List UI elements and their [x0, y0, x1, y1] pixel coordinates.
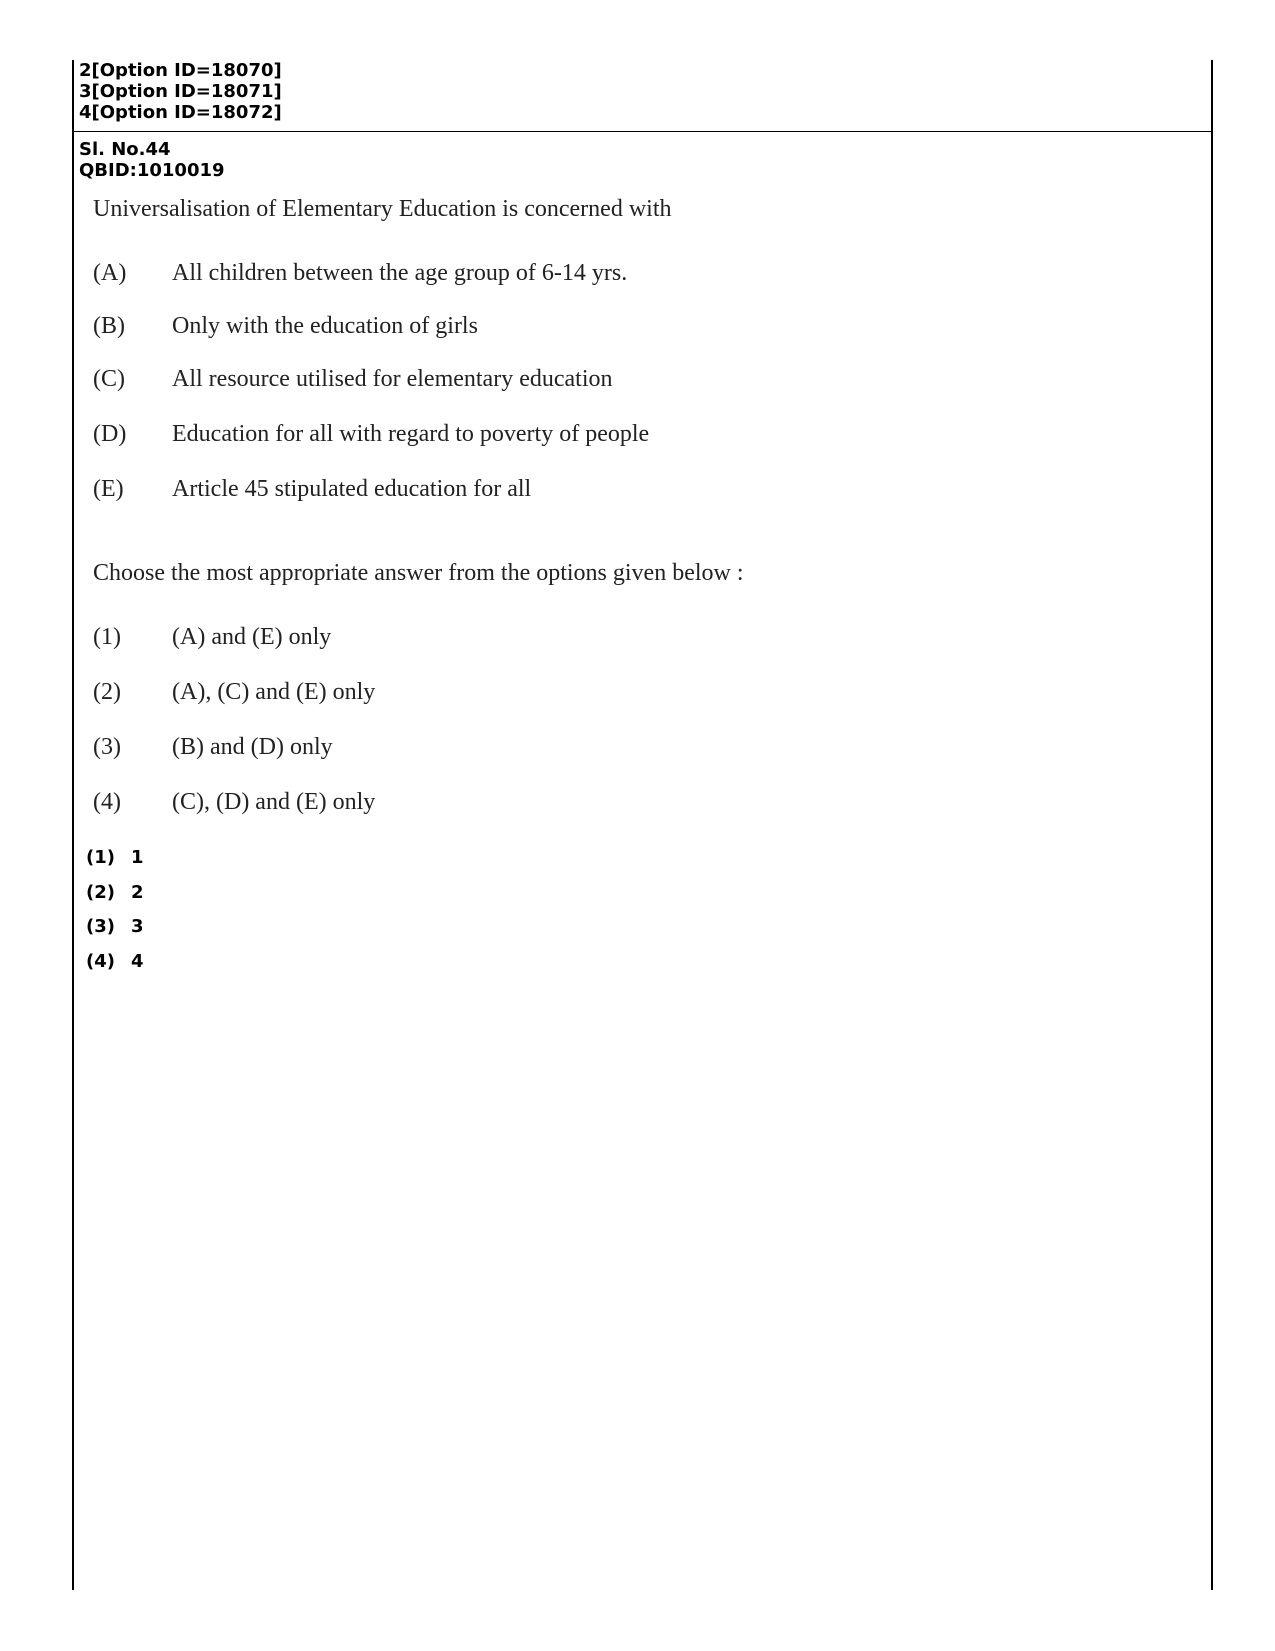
statement-label: (B)	[93, 313, 125, 339]
option-2	[93, 679, 1093, 709]
answer-choice-value: 4	[131, 950, 144, 972]
statement-text: Education for all with regard to poverty of people	[172, 421, 650, 447]
answer-choice-label: (2)	[86, 881, 115, 903]
serial-number: Sl. No.44	[79, 139, 171, 160]
right-border	[1211, 60, 1213, 1590]
qbid: QBID:1010019	[79, 160, 225, 181]
previous-option-ids	[79, 60, 282, 123]
option-text: (A) and (E) only	[172, 624, 332, 650]
option-1	[93, 624, 1093, 654]
statement-label: (C)	[93, 366, 125, 392]
option-3	[93, 734, 1093, 764]
option-id-line: 2[Option ID=18070]	[79, 60, 282, 81]
option-text: (C), (D) and (E) only	[172, 789, 376, 815]
statement-text: All resource utilised for elementary education	[172, 366, 613, 392]
left-border	[72, 60, 74, 1590]
answer-choice-label: (4)	[86, 950, 115, 972]
statement-a	[93, 260, 1093, 290]
statement-b	[93, 313, 1093, 343]
option-label: (4)	[93, 789, 121, 815]
answer-choice-value: 1	[131, 847, 144, 868]
statement-text: All children between the age group of 6-14 yrs.	[172, 260, 628, 286]
option-4	[93, 789, 1093, 819]
option-label: (2)	[93, 679, 121, 705]
option-text: (B) and (D) only	[172, 734, 333, 760]
answer-choice-value: 3	[131, 916, 144, 937]
answer-choice-label: (3)	[86, 916, 115, 937]
statement-label: (E)	[93, 476, 124, 502]
question-header	[79, 139, 225, 181]
statement-d	[93, 421, 1093, 451]
statement-text: Article 45 stipulated education for all	[172, 476, 532, 502]
option-label: (3)	[93, 734, 121, 760]
statement-label: (D)	[93, 421, 127, 447]
statement-e	[93, 476, 1093, 506]
answer-choice-label: (1)	[86, 847, 115, 868]
statement-label: (A)	[93, 260, 127, 286]
answer-choice-value: 2	[131, 881, 144, 903]
question-divider	[72, 131, 1213, 132]
question-stem: Universalisation of Elementary Education is concerned with	[93, 196, 672, 222]
option-label: (1)	[93, 624, 121, 650]
option-text: (A), (C) and (E) only	[172, 679, 376, 705]
instruction-text: Choose the most appropriate answer from the options given below :	[93, 560, 744, 586]
statement-text: Only with the education of girls	[172, 313, 478, 339]
statement-c	[93, 366, 1093, 396]
option-id-line: 4[Option ID=18072]	[79, 102, 282, 123]
option-id-line: 3[Option ID=18071]	[79, 81, 282, 102]
